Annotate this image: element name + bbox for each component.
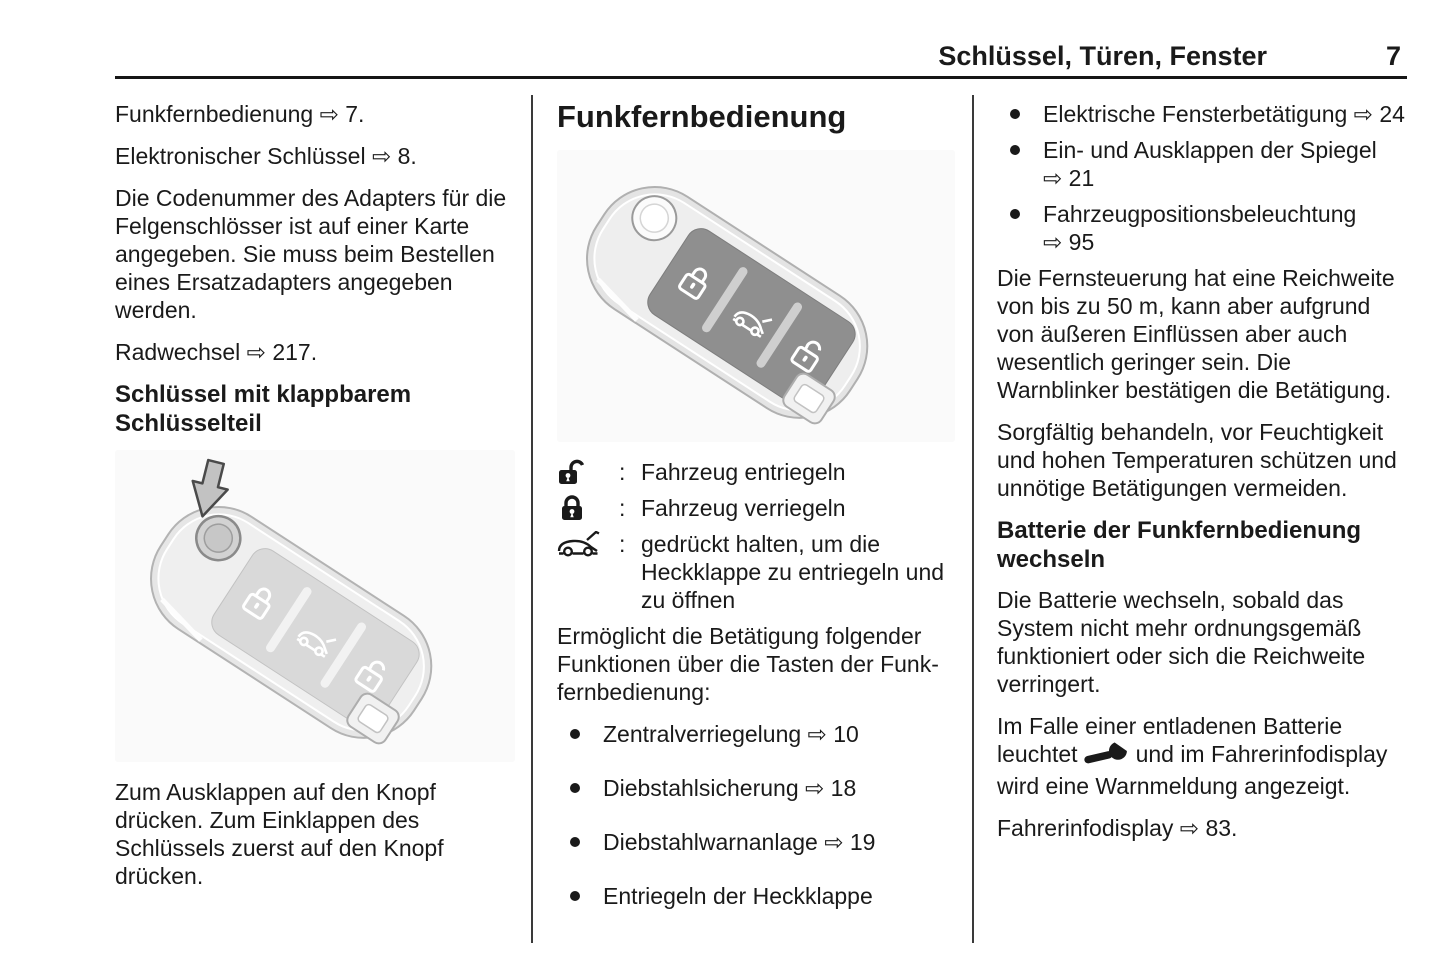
chapter-title: Schlüssel, Türen, Fenster [938, 41, 1267, 71]
legend-row [557, 458, 955, 492]
bullet-marker [570, 729, 580, 739]
bullet-marker [1010, 109, 1020, 119]
bullet-marker [1010, 145, 1020, 155]
legend-row [557, 530, 955, 614]
section-heading: Schlüssel mit klappbarem Schlüsselteil [115, 381, 412, 437]
column-divider-left [531, 95, 533, 943]
column-2 [557, 100, 955, 936]
bullet-marker [1010, 209, 1020, 219]
section-title: Funkfernbedienung [557, 99, 847, 134]
legend-colon: : [619, 531, 626, 557]
list-item [557, 828, 955, 856]
list-item [557, 720, 955, 748]
function-list-continued [997, 100, 1405, 256]
legend-row [557, 494, 955, 528]
bullet-marker [570, 891, 580, 901]
lock-icon [557, 494, 619, 528]
bullet-marker [570, 837, 580, 847]
wrench-icon [1084, 745, 1130, 771]
list-item [997, 200, 1405, 256]
list-item [557, 882, 955, 910]
list-item-text: Fahrzeugpositionsbeleuchtung ⇨ 95 [1043, 201, 1357, 255]
list-item-text: Ein- und Ausklappen der Spiegel ⇨ 21 [1043, 137, 1377, 191]
button-legend [557, 458, 955, 614]
cross-reference: Elektronischer Schlüssel ⇨ 8. [115, 143, 417, 169]
paragraph-text: und im Fahrerinfodisplay wird eine Warnmeldung angezeigt. [997, 741, 1388, 799]
key-fob-illustration [557, 150, 955, 442]
list-item [997, 136, 1405, 192]
legend-text: gedrückt halten, um die Heckklappe zu entriegeln und zu öffnen [641, 531, 945, 613]
page-number: 7 [1385, 41, 1401, 71]
header-rule [115, 76, 1407, 79]
list-item [557, 774, 955, 802]
paragraph: Sorgfältig behandeln, vor Feuchtigkeit und hohen Temperaturen schützen und unnötige Betätigungen vermeiden. [997, 419, 1397, 501]
function-list [557, 720, 955, 910]
legend-colon: : [619, 495, 626, 521]
section-heading: Batterie der Funkfernbedienung wechseln [997, 517, 1362, 573]
list-item [997, 100, 1405, 128]
paragraph: Ermöglicht die Betätigung folgender Funktionen über die Tasten der Funkfernbedienung: [557, 623, 939, 705]
tailgate-icon [557, 530, 619, 565]
paragraph: Die Fernsteuerung hat eine Reichweite von bis zu 50 m, kann aber aufgrund von äußeren Einflüssen aber auch wesentlich geringer sein. Die Warnblinker bestätigen die Betätigung. [997, 265, 1395, 403]
list-item-text: Entriegeln der Heckklappe [603, 883, 873, 909]
list-item-text: Diebstahlsicherung ⇨ 18 [603, 775, 857, 801]
legend-text: Fahrzeug entriegeln [641, 459, 846, 485]
flip-key-image [115, 450, 515, 762]
column-3 [997, 100, 1405, 856]
column-divider-right [972, 95, 974, 943]
cross-reference: Radwechsel ⇨ 217. [115, 339, 318, 365]
key-fob-illustration-with-arrow [115, 450, 515, 762]
paragraph: Zum Ausklappen auf den Knopf drücken. Zum Einklappen des Schlüssels zuerst auf den Knopf drücken. [115, 779, 444, 889]
list-item-text: Zentralverriegelung ⇨ 10 [603, 721, 859, 747]
legend-text: Fahrzeug verriegeln [641, 495, 846, 521]
cross-reference: Fahrerinfodisplay ⇨ 83. [997, 815, 1238, 841]
paragraph-with-icon [997, 712, 1405, 800]
legend-colon: : [619, 459, 626, 485]
paragraph: Die Batterie wechseln, sobald das System nicht mehr ordnungsgemäß funktioniert oder sich die Reichweite verringert. [997, 587, 1366, 697]
remote-key-image [557, 150, 955, 442]
column-1 [115, 100, 515, 904]
bullet-marker [570, 783, 580, 793]
cross-reference: Funkfernbedienung ⇨ 7. [115, 101, 365, 127]
list-item-text: Diebstahlwarnanlage ⇨ 19 [603, 829, 876, 855]
unlock-icon [557, 458, 619, 492]
paragraph-text: Im Falle einer entladenen Batterie leuchtet [997, 713, 1343, 767]
paragraph: Die Codenummer des Adapters für die Felgenschlösser ist auf einer Karte angegeben. Sie muss beim Bestellen eines Ersatzadapters angegeben werden. [115, 185, 507, 323]
list-item-text: Elektrische Fensterbetätigung ⇨ 24 [1043, 101, 1405, 127]
